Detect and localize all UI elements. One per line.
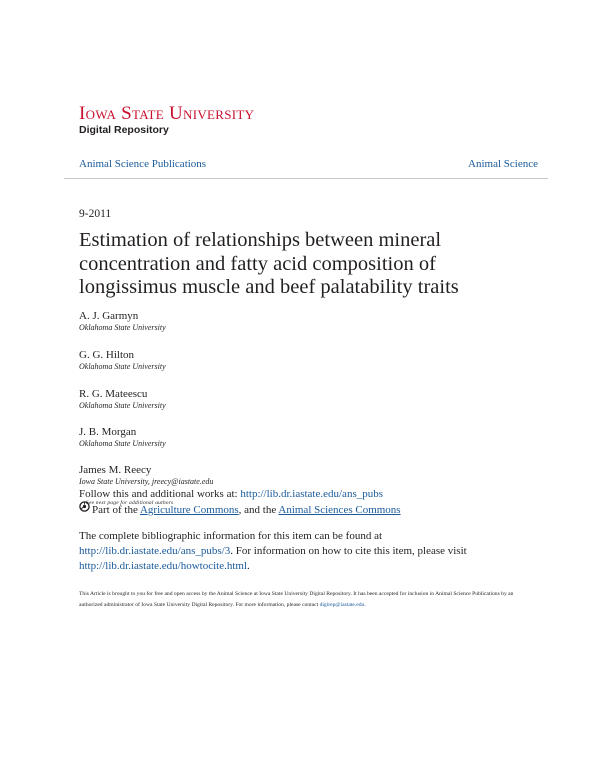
follow-text: Follow this and additional works at: <box>79 488 241 500</box>
biblio-end: . <box>247 560 250 572</box>
logo-wordmark: Iowa State University <box>79 103 255 124</box>
author-affiliation: Oklahoma State University <box>79 439 166 448</box>
author-affiliation: Iowa State University, jreecy@iastate.edu <box>79 477 214 486</box>
logo-subtitle: Digital Repository <box>79 124 169 136</box>
access-note-end: . <box>364 602 366 608</box>
author-affiliation: Oklahoma State University <box>79 401 166 410</box>
bibliographic-info <box>79 529 527 574</box>
author-block <box>79 310 479 333</box>
follow-link[interactable]: http://lib.dr.iastate.edu/ans_pubs <box>240 488 384 500</box>
header-divider <box>64 178 548 179</box>
nav-link-publications[interactable]: Animal Science Publications <box>79 158 207 170</box>
part-of-joiner: , and the <box>238 504 279 516</box>
author-block <box>79 426 479 449</box>
agriculture-commons-link[interactable]: Agriculture Commons <box>139 504 239 516</box>
publication-date: 9-2011 <box>79 208 112 220</box>
author-name: R. G. Mateescu <box>79 388 148 400</box>
network-icon <box>79 501 90 512</box>
author-name: James M. Reecy <box>79 464 152 476</box>
biblio-text: The complete bibliographic information for this item can be found at <box>79 530 383 542</box>
more-authors-link[interactable]: See next page for additional authors <box>86 500 174 506</box>
nav-link-department[interactable]: Animal Science <box>468 158 538 170</box>
access-note-text: This Article is brought to you for free and open access by the Animal Science at Iowa State University Digital Repository. It has been accepted for inclusion in Animal Science Publications by an authorized administrator of Iowa State University Digital Repository. For more information, please contact <box>79 591 514 608</box>
author-block <box>79 349 479 372</box>
contact-email-link[interactable]: digirep@iastate.edu <box>319 602 365 608</box>
howtocite-link[interactable]: http://lib.dr.iastate.edu/howtocite.html <box>79 560 248 572</box>
author-affiliation: Oklahoma State University <box>79 362 166 371</box>
part-of-line <box>92 504 401 517</box>
animal-sciences-commons-link[interactable]: Animal Sciences Commons <box>278 504 401 516</box>
item-link[interactable]: http://lib.dr.iastate.edu/ans_pubs/3 <box>79 545 231 557</box>
author-block <box>79 388 479 411</box>
author-block <box>79 464 479 487</box>
author-affiliation: Oklahoma State University <box>79 323 166 332</box>
biblio-text: . For information on how to cite this item, please visit <box>230 545 467 557</box>
part-of-text: Part of the <box>92 504 140 516</box>
access-note <box>79 589 519 611</box>
author-name: J. B. Morgan <box>79 426 137 438</box>
author-name: G. G. Hilton <box>79 349 134 361</box>
paper-title: Estimation of relationships between mineral concentration and fatty acid composition of longissimus muscle and beef palatability traits <box>79 229 459 298</box>
author-name: A. J. Garmyn <box>79 310 139 322</box>
